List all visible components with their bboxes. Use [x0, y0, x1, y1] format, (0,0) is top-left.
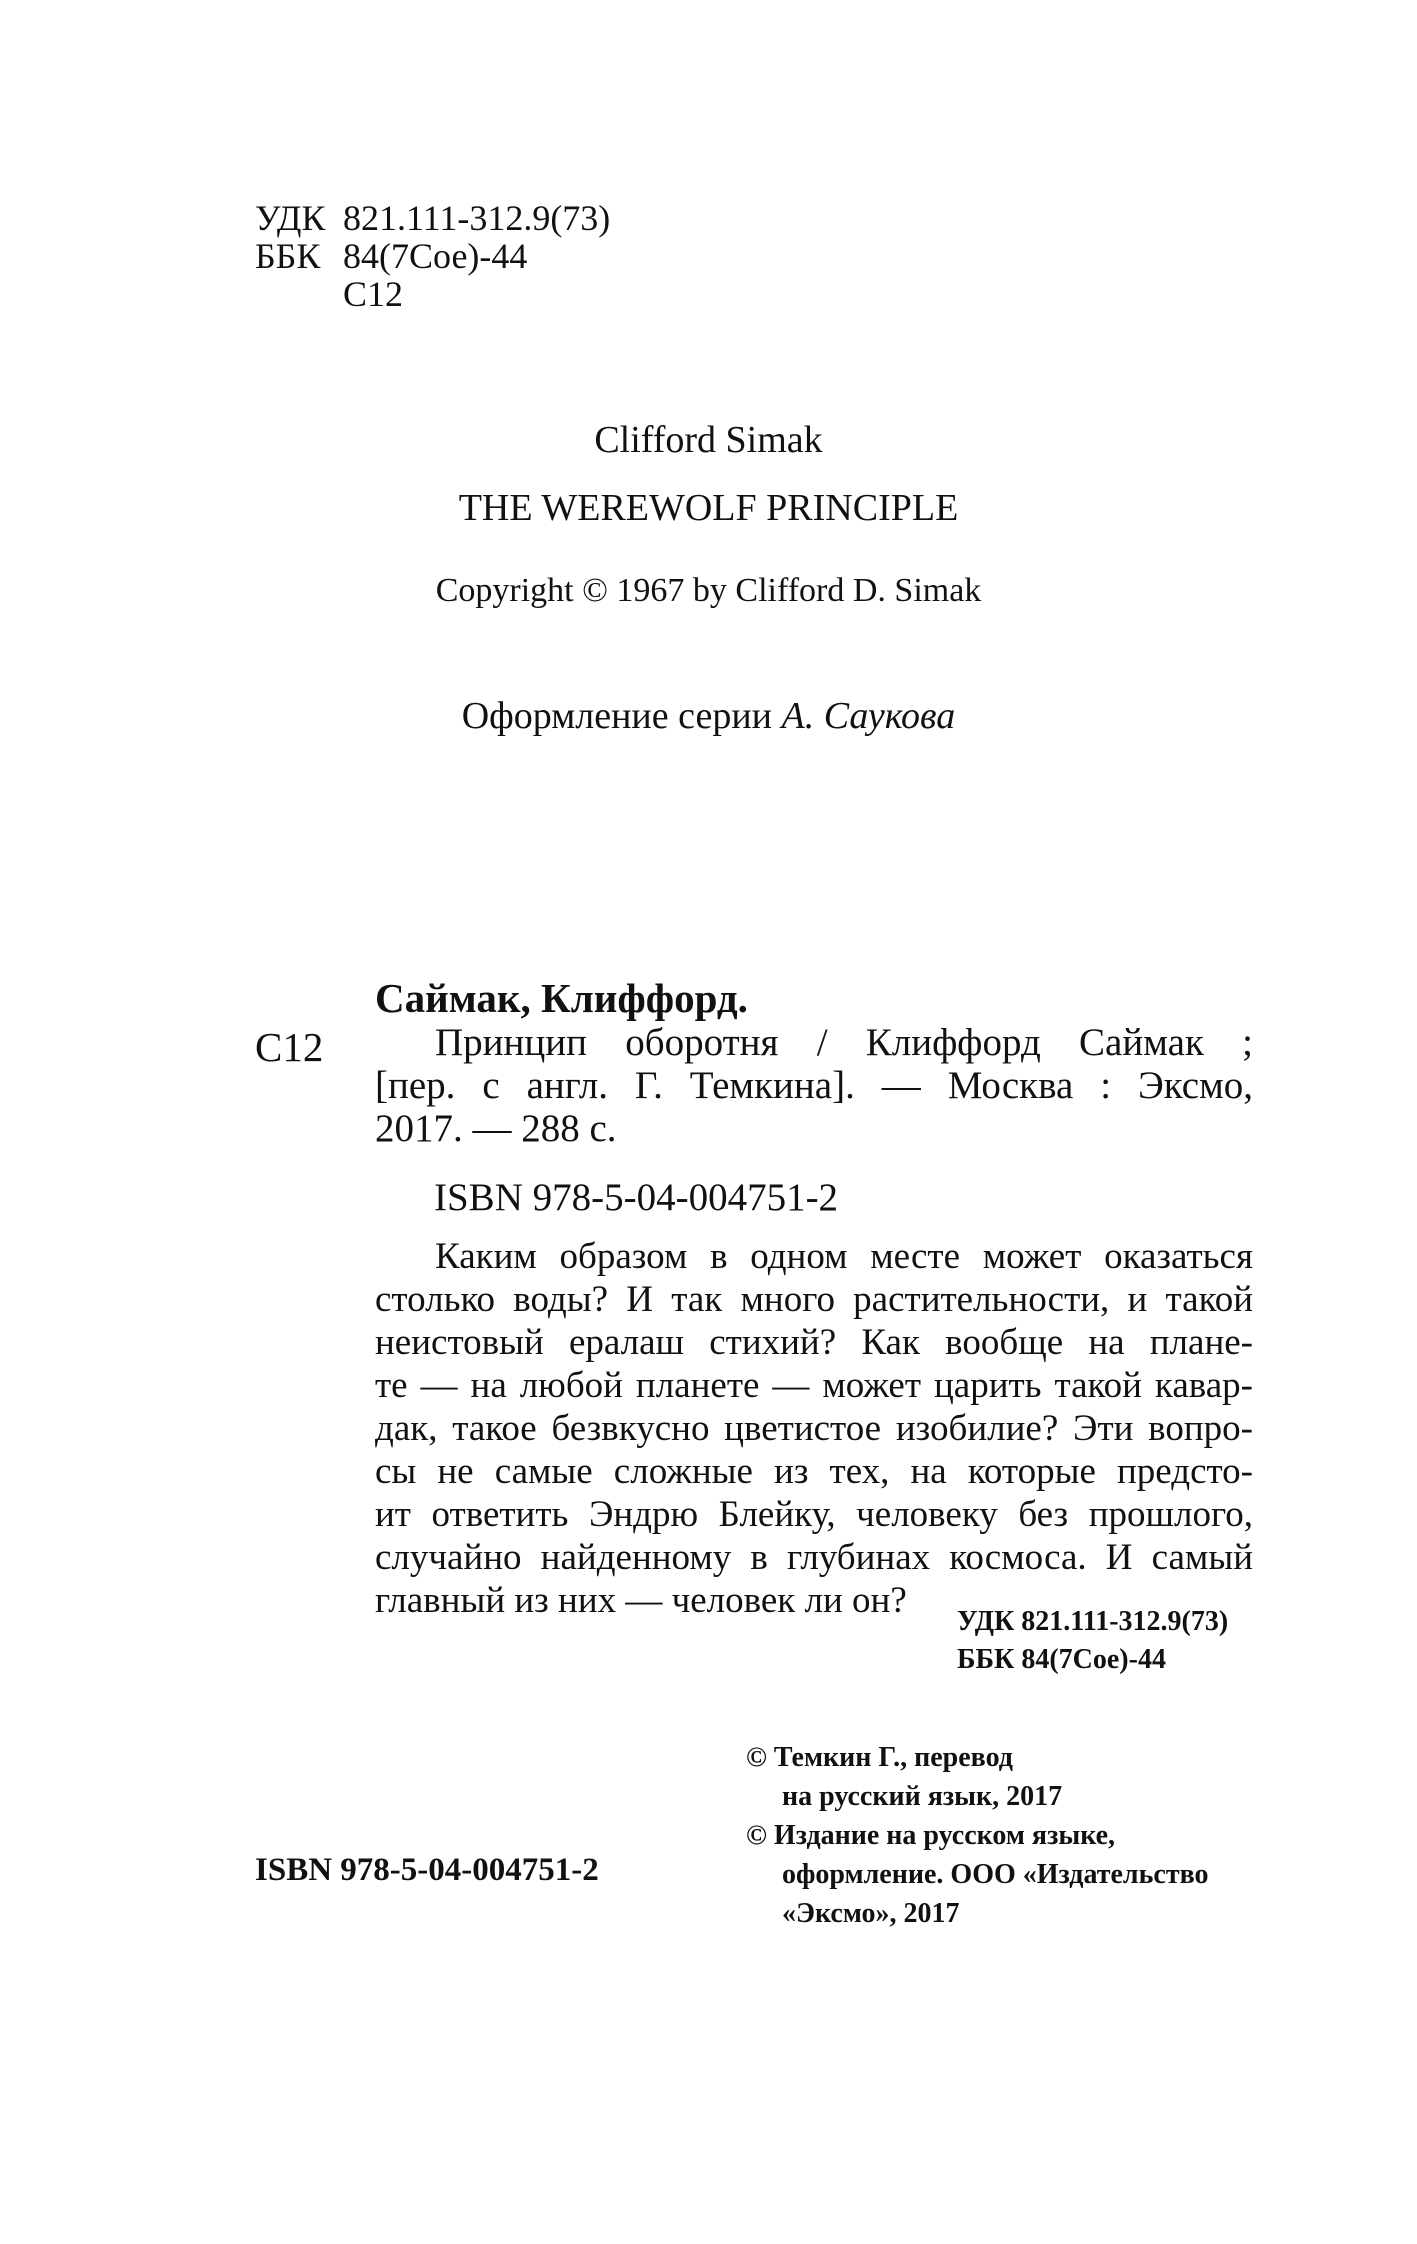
annotation-line: главный из них — человек ли он? — [375, 1580, 907, 1621]
annotation-line: ит ответить Эндрю Блейку, человеку без прошлого, — [375, 1494, 1253, 1535]
catalog-bbk-bottom: ББК 84(7Сое)-44 — [957, 1644, 1166, 1675]
annotation-line: те — на любой планете — может царить такой кавар- — [375, 1365, 1253, 1406]
footer-copyright — [746, 1738, 1209, 1933]
copyright-line: на русский язык, 2017 — [782, 1781, 1063, 1812]
catalog-heading: Саймак, Клиффорд. — [375, 975, 748, 1021]
series-design-label: Оформление серии — [461, 695, 773, 737]
series-design — [0, 694, 1417, 738]
biblio-line: 2017. — 288 с. — [375, 1107, 617, 1150]
annotation-line: столько воды? И так много растительности, и такой — [375, 1279, 1253, 1320]
original-copyright: Copyright © 1967 by Clifford D. Simak — [435, 572, 982, 609]
catalog-udk-bottom: УДК 821.111-312.9(73) — [957, 1606, 1229, 1637]
biblio-line: [пер. с англ. Г. Темкина]. — Москва : Эксмо, — [375, 1064, 1253, 1107]
annotation-line: сы не самые сложные из тех, на которые предсто- — [375, 1451, 1253, 1492]
annotation-line: Каким образом в одном месте может оказаться — [435, 1236, 1253, 1277]
annotation-line: неистовый ералаш стихий? Как вообще на плане- — [375, 1322, 1253, 1363]
bbk-label: ББК — [255, 236, 321, 276]
annotation-line: случайно найденному в глубинах космоса. И самый — [375, 1537, 1253, 1578]
annotation-line: дак, такое безвкусно цветистое изобилие? Эти вопро- — [375, 1408, 1253, 1449]
original-title: THE WEREWOLF PRINCIPLE — [458, 487, 959, 529]
annotation — [375, 1235, 1253, 1622]
catalog-isbn: ISBN 978-5-04-004751-2 — [434, 1176, 839, 1219]
udk-value: 821.111-312.9(73) — [343, 198, 611, 238]
bbk-value: 84(7Сое)-44 — [343, 236, 528, 276]
original-author: Clifford Simak — [594, 419, 823, 461]
series-designer: А. Саукова — [781, 695, 956, 737]
udk-label: УДК — [255, 198, 326, 238]
copyright-line: оформление. ООО «Издательство — [782, 1859, 1209, 1890]
copyright-line: «Эксмо», 2017 — [782, 1898, 960, 1929]
catalog-sign: С12 — [255, 1024, 324, 1070]
author-sign: С12 — [343, 274, 404, 314]
copyright-line: © Темкин Г., перевод — [746, 1742, 1013, 1773]
copyright-line: © Издание на русском языке, — [746, 1820, 1116, 1851]
footer-isbn: ISBN 978-5-04-004751-2 — [255, 1852, 599, 1888]
biblio-description — [375, 1021, 1253, 1150]
biblio-line: Принцип оборотня / Клиффорд Саймак ; — [435, 1021, 1253, 1064]
